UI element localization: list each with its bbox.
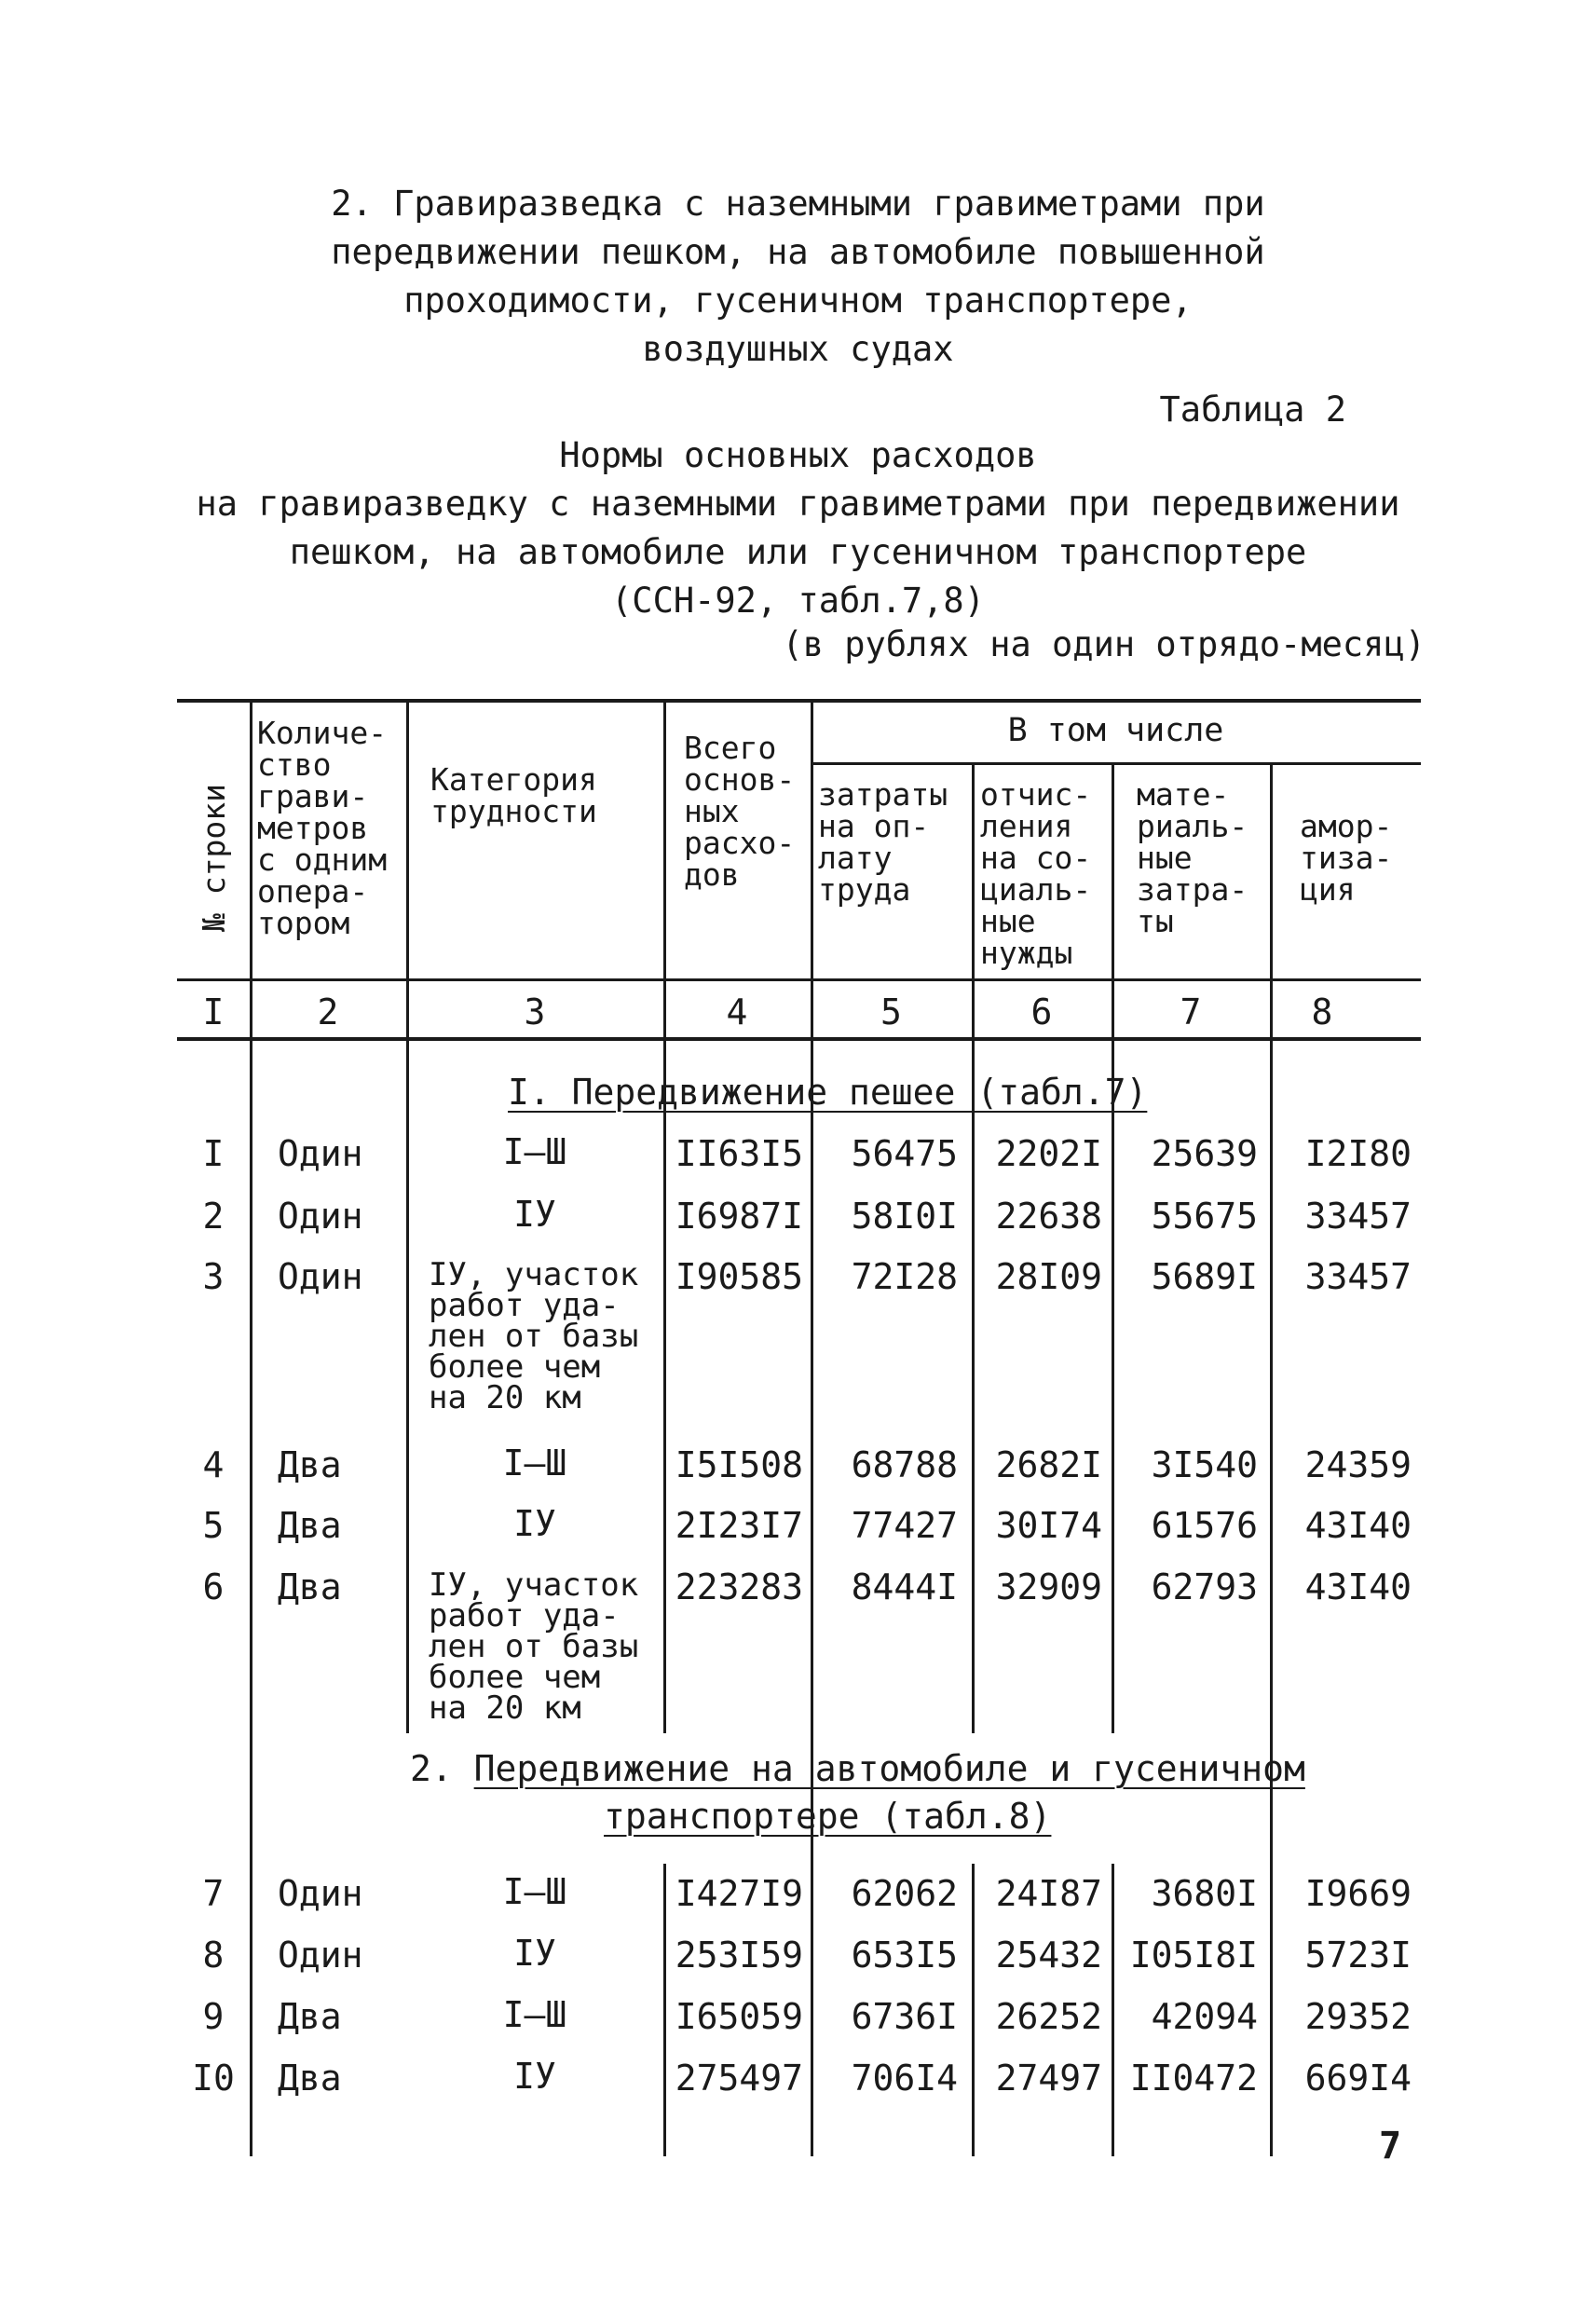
cell-category bbox=[406, 1933, 663, 1974]
category-line: I–Ш bbox=[502, 1871, 567, 1912]
cell-count: Два bbox=[278, 1505, 342, 1546]
category-line: I–Ш bbox=[502, 1994, 567, 2035]
header-count: Количе- ство грави- метров с одним опера- тором bbox=[257, 715, 388, 941]
cell-labor: 8444I bbox=[851, 1566, 958, 1607]
cell-social: 2682I bbox=[995, 1444, 1102, 1485]
category-line: IУ bbox=[513, 1194, 556, 1235]
cell-total: 253I59 bbox=[675, 1935, 803, 1976]
cell-amort: 5723I bbox=[1304, 1935, 1412, 1976]
category-line: IУ bbox=[513, 2056, 556, 2097]
heading-line: 2. Гравиразведка с наземными гравиметрами при bbox=[331, 184, 1265, 224]
header-labor: затраты на оп- лату труда bbox=[818, 776, 948, 908]
table-top-rule bbox=[177, 699, 1421, 703]
cell-amort: 24359 bbox=[1304, 1444, 1412, 1485]
cell-total: 223283 bbox=[675, 1566, 803, 1607]
cell-labor: 653I5 bbox=[851, 1935, 958, 1976]
cell-total: I5I508 bbox=[675, 1444, 803, 1485]
cell-social: 27497 bbox=[995, 2058, 1102, 2099]
cell-labor: 58I0I bbox=[851, 1196, 958, 1237]
category-line: IУ, участок bbox=[429, 1566, 639, 1604]
cell-category bbox=[429, 1256, 662, 1416]
header-amort: амор- тиза- ция bbox=[1300, 808, 1393, 908]
column-number: 4 bbox=[726, 991, 748, 1032]
cell-materials: 25639 bbox=[1151, 1133, 1258, 1174]
category-line: IУ bbox=[513, 1933, 556, 1974]
cell-social: 26252 bbox=[995, 1996, 1102, 2037]
cell-count: Один bbox=[278, 1196, 363, 1237]
cell-n: 3 bbox=[202, 1256, 225, 1297]
group-rule bbox=[811, 762, 1421, 765]
column-number: 6 bbox=[1030, 991, 1053, 1032]
cell-materials: 55675 bbox=[1151, 1196, 1258, 1237]
category-line: работ уда- bbox=[429, 1597, 620, 1634]
cell-count: Один bbox=[278, 1133, 363, 1174]
cell-materials: I05I8I bbox=[1129, 1935, 1258, 1976]
cell-total: II63I5 bbox=[675, 1133, 803, 1174]
header-bottom-rule bbox=[177, 978, 1421, 981]
cell-social: 32909 bbox=[995, 1566, 1102, 1607]
heading-line: воздушных судах bbox=[642, 329, 954, 369]
cell-social: 30I74 bbox=[995, 1505, 1102, 1546]
section-title: I. Передвижение пешее (табл.7) bbox=[508, 1072, 1148, 1113]
cell-social: 22638 bbox=[995, 1196, 1102, 1237]
cell-materials: II0472 bbox=[1129, 2058, 1258, 2099]
cell-labor: 68788 bbox=[851, 1444, 958, 1485]
cell-category bbox=[406, 1503, 663, 1544]
header-social: отчис- ления на со- циаль- ные нужды bbox=[980, 776, 1092, 971]
category-line: I–Ш bbox=[502, 1131, 567, 1172]
cell-count: Два bbox=[278, 1444, 342, 1485]
cell-n: 6 bbox=[202, 1566, 225, 1607]
section-title-continued: транспортере (табл.8) bbox=[604, 1796, 1052, 1837]
table-title-line: Нормы основных расходов bbox=[559, 435, 1037, 475]
header-group: В том числе bbox=[1007, 712, 1224, 749]
cell-total: I6987I bbox=[675, 1196, 803, 1237]
column-number: 2 bbox=[317, 991, 339, 1032]
category-line: лен от базы bbox=[429, 1628, 639, 1665]
heading-line: передвижении пешком, на автомобиле повышенной bbox=[331, 232, 1265, 272]
cell-amort: 43I40 bbox=[1304, 1505, 1412, 1546]
category-line: более чем bbox=[429, 1659, 601, 1696]
cell-n: I0 bbox=[192, 2058, 235, 2099]
cell-count: Два bbox=[278, 1996, 342, 2037]
cell-amort: 29352 bbox=[1304, 1996, 1412, 2037]
cell-n: 2 bbox=[202, 1196, 225, 1237]
page-number: 7 bbox=[1379, 2125, 1402, 2167]
column-number: 7 bbox=[1180, 991, 1202, 1032]
cell-social: 24I87 bbox=[995, 1873, 1102, 1914]
cell-category bbox=[406, 1194, 663, 1235]
cell-amort: I2I80 bbox=[1304, 1133, 1412, 1174]
cell-n: 4 bbox=[202, 1444, 225, 1485]
cell-social: 28I09 bbox=[995, 1256, 1102, 1297]
cell-materials: 5689I bbox=[1151, 1256, 1258, 1297]
cell-category bbox=[406, 1871, 663, 1912]
cell-total: I65059 bbox=[675, 1996, 803, 2037]
cell-social: 2202I bbox=[995, 1133, 1102, 1174]
cell-social: 25432 bbox=[995, 1935, 1102, 1976]
cell-amort: 33457 bbox=[1304, 1256, 1412, 1297]
cell-labor: 56475 bbox=[851, 1133, 958, 1174]
cell-count: Один bbox=[278, 1935, 363, 1976]
cell-labor: 6736I bbox=[851, 1996, 958, 2037]
cell-materials: 3I540 bbox=[1151, 1444, 1258, 1485]
category-line: на 20 км bbox=[429, 1379, 581, 1416]
cell-amort: 43I40 bbox=[1304, 1566, 1412, 1607]
cell-total: 275497 bbox=[675, 2058, 803, 2099]
header-category: Категория трудности bbox=[430, 761, 597, 829]
table-title-line: пешком, на автомобиле или гусеничном транспортере bbox=[289, 532, 1307, 572]
cell-labor: 62062 bbox=[851, 1873, 958, 1914]
category-line: IУ, участок bbox=[429, 1256, 639, 1293]
cell-count: Один bbox=[278, 1873, 363, 1914]
column-number: I bbox=[202, 991, 225, 1032]
cell-n: 8 bbox=[202, 1935, 225, 1976]
cell-n: 5 bbox=[202, 1505, 225, 1546]
column-number: 8 bbox=[1311, 991, 1333, 1032]
cell-total: I90585 bbox=[675, 1256, 803, 1297]
column-number: 5 bbox=[880, 991, 902, 1032]
category-line: IУ bbox=[513, 1503, 556, 1544]
cell-total: I427I9 bbox=[675, 1873, 803, 1914]
cell-category bbox=[406, 2056, 663, 2097]
units-note: (в рублях на один отрядо-месяц) bbox=[782, 624, 1425, 664]
cell-n: 9 bbox=[202, 1996, 225, 2037]
cell-category bbox=[406, 1443, 663, 1484]
category-line: более чем bbox=[429, 1348, 601, 1386]
cell-materials: 61576 bbox=[1151, 1505, 1258, 1546]
cell-amort: 669I4 bbox=[1304, 2058, 1412, 2099]
cell-materials: 62793 bbox=[1151, 1566, 1258, 1607]
cell-labor: 77427 bbox=[851, 1505, 958, 1546]
heading-line: проходимости, гусеничном транспортере, bbox=[403, 280, 1193, 321]
header-total: Всего основ- ных расхо- дов bbox=[684, 730, 796, 893]
table-title-line: на гравиразведку с наземными гравиметрами при передвижении bbox=[196, 484, 1400, 524]
cell-category bbox=[406, 1994, 663, 2035]
cell-labor: 72I28 bbox=[851, 1256, 958, 1297]
numbers-bottom-rule bbox=[177, 1037, 1421, 1041]
cell-count: Два bbox=[278, 1566, 342, 1607]
category-line: работ уда- bbox=[429, 1287, 620, 1324]
cell-amort: I9669 bbox=[1304, 1873, 1412, 1914]
section-title: 2. Передвижение на автомобиле и гусеничном bbox=[410, 1748, 1305, 1789]
cell-materials: 3680I bbox=[1151, 1873, 1258, 1914]
table-title-line: (ССН-92, табл.7,8) bbox=[611, 581, 985, 621]
column-number: 3 bbox=[524, 991, 546, 1032]
header-row-number: № строки bbox=[196, 784, 232, 932]
col-divider bbox=[250, 699, 252, 2156]
table-title bbox=[0, 435, 1596, 632]
cell-labor: 706I4 bbox=[851, 2058, 958, 2099]
cell-category bbox=[406, 1131, 663, 1172]
cell-count: Один bbox=[278, 1256, 363, 1297]
cell-total: 2I23I7 bbox=[675, 1505, 803, 1546]
category-line: на 20 км bbox=[429, 1689, 581, 1727]
category-line: лен от базы bbox=[429, 1318, 639, 1355]
table-label: Таблица 2 bbox=[1159, 390, 1346, 430]
cell-materials: 42094 bbox=[1151, 1996, 1258, 2037]
category-line: I–Ш bbox=[502, 1443, 567, 1484]
header-materials: мате- риаль- ные затра- ты bbox=[1137, 776, 1248, 939]
cell-n: 7 bbox=[202, 1873, 225, 1914]
section-heading bbox=[0, 186, 1596, 380]
cell-category bbox=[429, 1566, 662, 1727]
cell-count: Два bbox=[278, 2058, 342, 2099]
cell-amort: 33457 bbox=[1304, 1196, 1412, 1237]
cell-n: I bbox=[202, 1133, 225, 1174]
